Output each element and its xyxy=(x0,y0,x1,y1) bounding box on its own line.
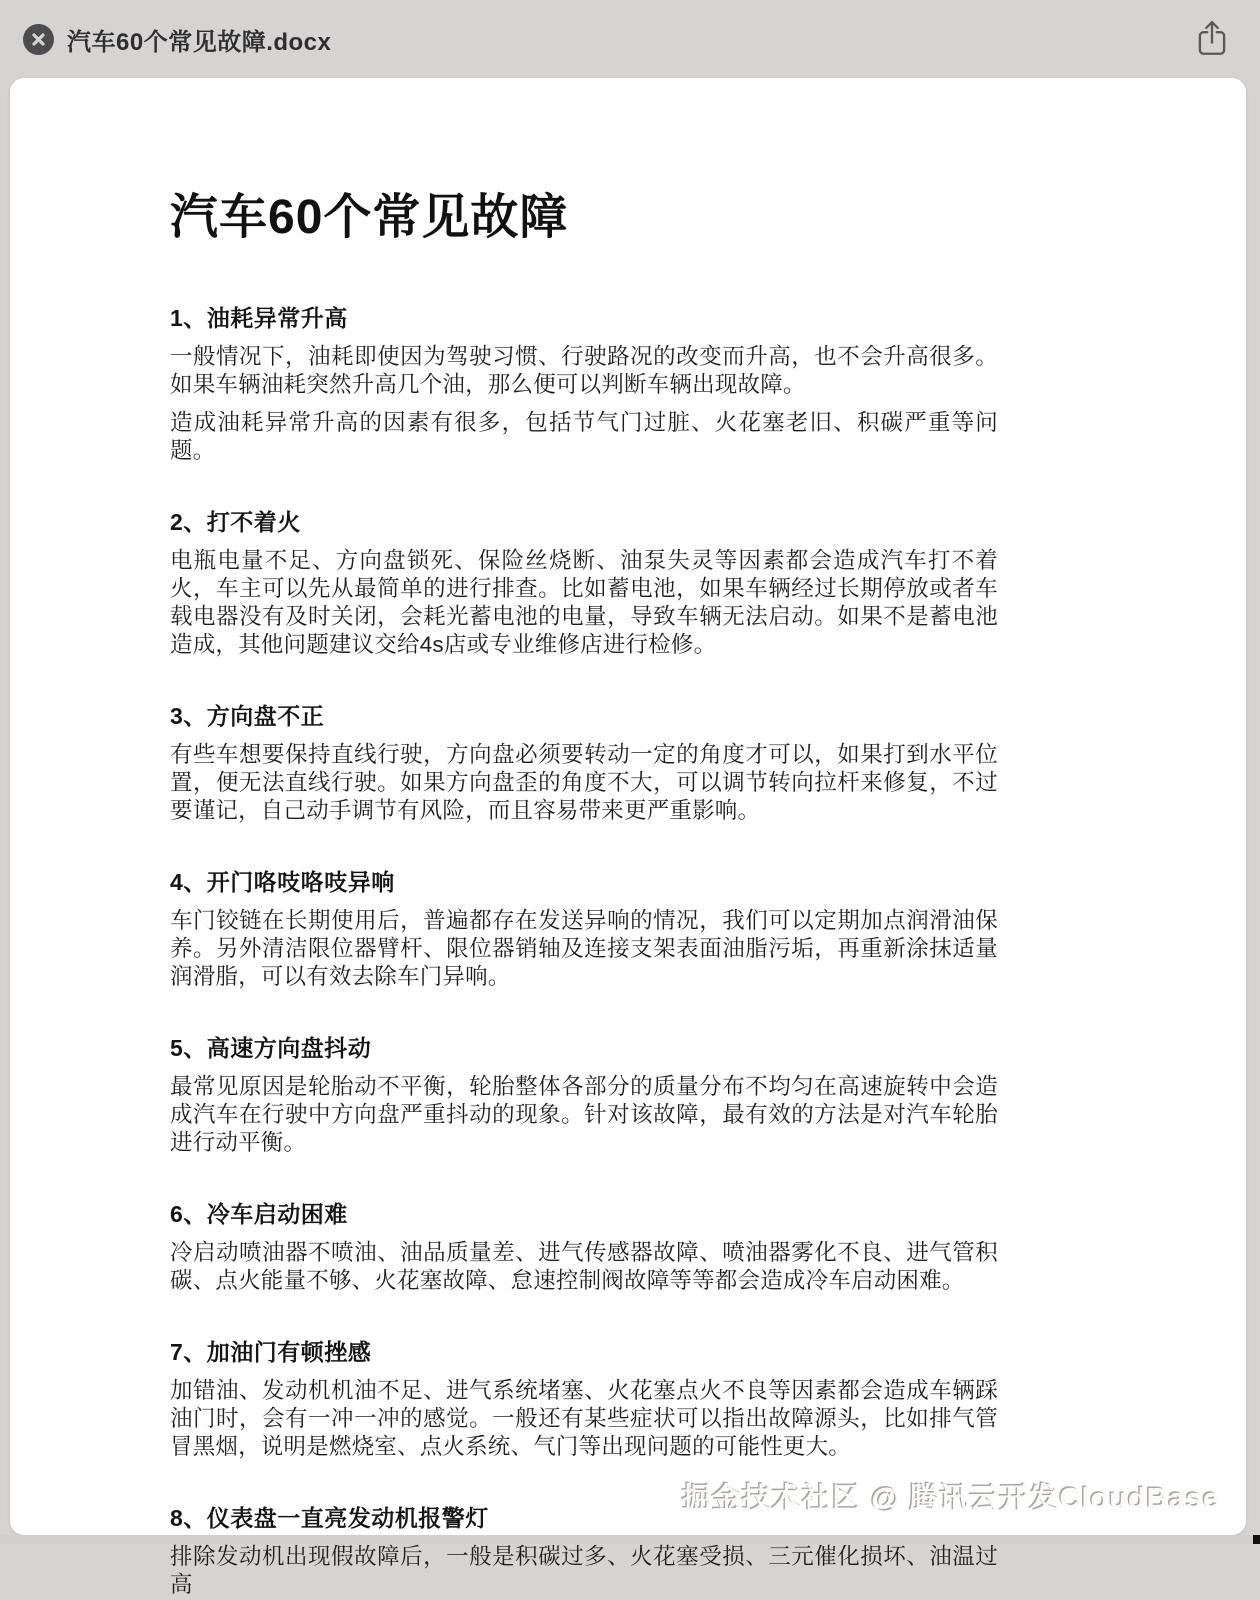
section-heading: 3、方向盘不正 xyxy=(170,703,325,729)
section-5 xyxy=(170,1033,998,1157)
section-8 xyxy=(170,1503,998,1599)
section-heading: 6、冷车启动困难 xyxy=(170,1201,348,1227)
document-title: 汽车60个常见故障 xyxy=(170,191,569,244)
section-heading: 7、加油门有顿挫感 xyxy=(170,1339,372,1365)
close-button[interactable] xyxy=(23,24,54,55)
section-1 xyxy=(170,303,998,465)
section-heading: 2、打不着火 xyxy=(170,509,301,535)
section-heading: 4、开门咯吱咯吱异响 xyxy=(170,869,395,895)
community-watermark: 掘金技术社区 @ 腾讯云开发CloudBase xyxy=(682,1483,1220,1515)
section-paragraph: 冷启动喷油器不喷油、油品质量差、进气传感器故障、喷油器雾化不良、进气管积碳、点火能量不够、火花塞故障、怠速控制阀故障等等都会造成冷车启动困难。 xyxy=(170,1240,998,1293)
close-icon xyxy=(31,32,46,47)
preview-topbar xyxy=(0,0,1260,78)
section-2 xyxy=(170,507,998,659)
section-paragraph: 造成油耗异常升高的因素有很多，包括节气门过脏、火花塞老旧、积碳严重等问题。 xyxy=(170,410,998,463)
section-6 xyxy=(170,1199,998,1295)
section-4 xyxy=(170,867,998,991)
section-heading: 8、仪表盘一直亮发动机报警灯 xyxy=(170,1505,489,1531)
document-preview-page[interactable] xyxy=(10,78,1246,1597)
share-button[interactable] xyxy=(1194,17,1230,61)
bottom-background-strip xyxy=(0,1535,1260,1544)
corner-artifact xyxy=(1253,1535,1260,1544)
section-heading: 1、油耗异常升高 xyxy=(170,305,348,331)
section-paragraph: 一般情况下，油耗即使因为驾驶习惯、行驶路况的改变而升高，也不会升高很多。如果车辆油耗突然升高几个油，那么便可以判断车辆出现故障。 xyxy=(170,344,998,397)
document-filename: 汽车60个常见故障.docx xyxy=(67,28,332,56)
section-paragraph: 有些车想要保持直线行驶，方向盘必须要转动一定的角度才可以，如果打到水平位置，便无法直线行驶。如果方向盘歪的角度不大，可以调节转向拉杆来修复，不过要谨记，自己动手调节有风险，而且容易带来更严重影响。 xyxy=(170,742,998,823)
section-7 xyxy=(170,1337,998,1461)
section-paragraph: 车门铰链在长期使用后，普遍都存在发送异响的情况，我们可以定期加点润滑油保养。另外清洁限位器臂杆、限位器销轴及连接支架表面油脂污垢，再重新涂抹适量润滑脂，可以有效去除车门异响。 xyxy=(170,908,998,989)
section-paragraph: 加错油、发动机机油不足、进气系统堵塞、火花塞点火不良等因素都会造成车辆踩油门时，会有一冲一冲的感觉。一般还有某些症状可以指出故障源头，比如排气管冒黑烟，说明是燃烧室、点火系统、气门等出现问题的可能性更大。 xyxy=(170,1378,998,1459)
section-paragraph: 最常见原因是轮胎动不平衡，轮胎整体各部分的质量分布不均匀在高速旋转中会造成汽车在行驶中方向盘严重抖动的现象。针对该故障，最有效的方法是对汽车轮胎进行动平衡。 xyxy=(170,1074,998,1155)
document-body xyxy=(170,78,998,1599)
section-heading: 5、高速方向盘抖动 xyxy=(170,1035,372,1061)
section-paragraph: 排除发动机出现假故障后，一般是积碳过多、火花塞受损、三元催化损坏、油温过高 xyxy=(170,1544,998,1597)
section-paragraph: 电瓶电量不足、方向盘锁死、保险丝烧断、油泵失灵等因素都会造成汽车打不着火，车主可以先从最简单的进行排查。比如蓄电池，如果车辆经过长期停放或者车载电器没有及时关闭，会耗光蓄电池的电量，导致车辆无法启动。如果不是蓄电池造成，其他问题建议交给4s店或专业维修店进行检修。 xyxy=(170,548,998,657)
section-3 xyxy=(170,701,998,825)
share-icon xyxy=(1196,19,1228,59)
